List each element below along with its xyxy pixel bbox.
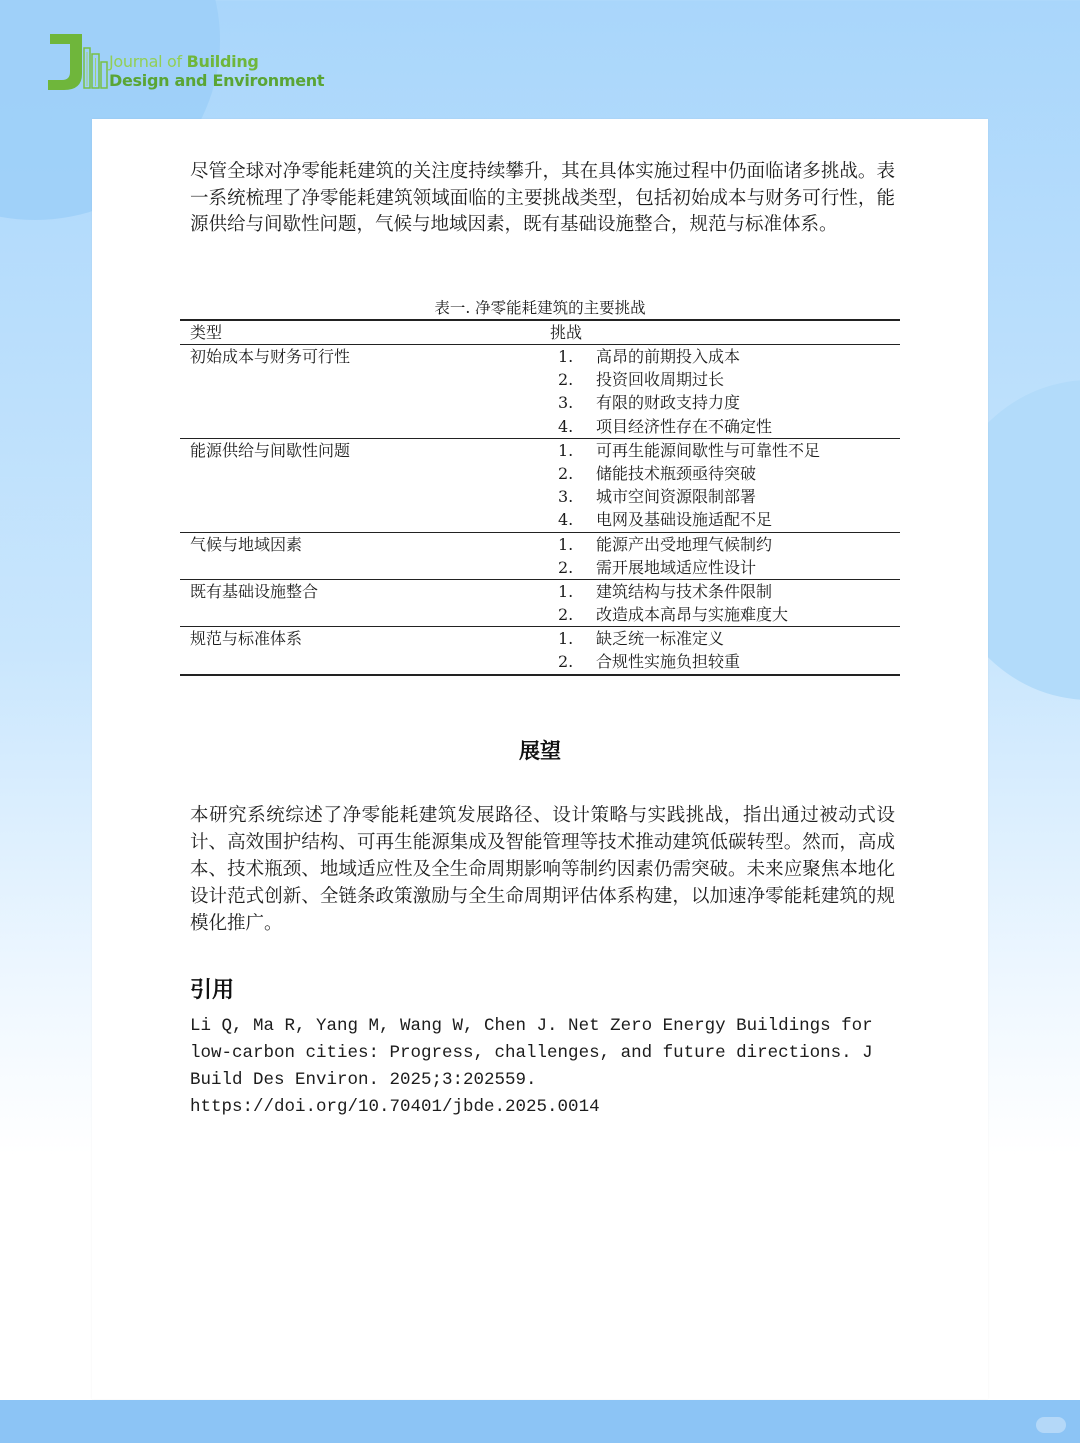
journal-name-line1: Journal of Building xyxy=(109,52,259,71)
challenge-item xyxy=(550,391,900,414)
category-cell: 规范与标准体系 xyxy=(190,629,303,649)
challenge-text: 投资回收周期过长 xyxy=(596,370,725,390)
challenge-item xyxy=(550,603,900,626)
category-cell: 初始成本与财务可行性 xyxy=(190,347,351,366)
challenge-text: 电网及基础设施适配不足 xyxy=(596,510,773,530)
challenge-text: 储能技术瓶颈亟待突破 xyxy=(596,463,757,483)
journal-logo xyxy=(42,30,362,94)
table-row xyxy=(180,532,900,579)
challenge-cell xyxy=(550,345,900,439)
challenge-number: 1. xyxy=(558,440,574,460)
challenge-number: 3. xyxy=(558,487,574,507)
challenge-text: 项目经济性存在不确定性 xyxy=(596,416,773,436)
challenge-text: 缺乏统一标准定义 xyxy=(596,629,725,649)
challenge-number: 2. xyxy=(558,557,574,577)
challenge-number: 2. xyxy=(558,652,574,672)
challenge-number: 1. xyxy=(558,581,574,601)
outlook-paragraph: 本研究系统综述了净零能耗建筑发展路径、设计策略与实践挑战，指出通过被动式设计、高效围护结构、可再生能源集成及智能管理等技术推动建筑低碳转型。然而，高成本、技术瓶颈、地域适应性及全生命周期影响等制约因素仍需突破。未来应聚焦本地化设计范式创新、全链条政策激励与全生命周期评估体系构建，以加速净零能耗建筑的规模化推广。 xyxy=(190,805,895,934)
table-caption: 表一. 净零能耗建筑的主要挑战 xyxy=(434,299,646,317)
challenge-text: 城市空间资源限制部署 xyxy=(596,487,757,507)
table-row xyxy=(180,345,900,439)
challenges-table xyxy=(180,319,900,676)
challenge-number: 1. xyxy=(558,347,574,366)
challenge-item xyxy=(550,462,900,485)
challenge-number: 4. xyxy=(558,416,574,436)
intro-paragraph: 尽管全球对净零能耗建筑的关注度持续攀升，其在具体实施过程中仍面临诸多挑战。表一系统梳理了净零能耗建筑领域面临的主要挑战类型，包括初始成本与财务可行性，能源供给与间歇性问题，气候与地域因素，既有基础设施整合，规范与标准体系。 xyxy=(190,161,895,235)
challenge-item xyxy=(550,345,900,368)
challenge-number: 2. xyxy=(558,463,574,483)
challenge-item xyxy=(550,580,900,603)
challenge-text: 能源产出受地理气候制约 xyxy=(596,534,773,554)
challenge-text: 可再生能源间歇性与可靠性不足 xyxy=(596,440,821,460)
challenge-text: 高昂的前期投入成本 xyxy=(596,347,741,366)
challenge-number: 1. xyxy=(558,534,574,554)
challenge-item xyxy=(550,556,900,579)
bottom-bar xyxy=(0,1400,1080,1443)
table-row xyxy=(180,627,900,675)
table-row xyxy=(180,579,900,626)
challenge-item xyxy=(550,439,900,462)
watermark-badge xyxy=(1036,1417,1066,1433)
challenge-number: 2. xyxy=(558,605,574,625)
table-row xyxy=(180,438,900,532)
citation-heading: 引用 xyxy=(190,978,235,1003)
challenge-item xyxy=(550,368,900,391)
header-category: 类型 xyxy=(180,320,550,345)
category-cell: 能源供给与间歇性问题 xyxy=(190,440,351,460)
challenge-item xyxy=(550,627,900,650)
challenge-text: 改造成本高昂与实施难度大 xyxy=(596,605,789,625)
challenge-item xyxy=(550,533,900,556)
challenge-number: 3. xyxy=(558,393,574,413)
challenge-item xyxy=(550,485,900,508)
challenge-text: 需开展地域适应性设计 xyxy=(596,557,757,577)
category-cell: 气候与地域因素 xyxy=(190,534,303,554)
table-body xyxy=(180,345,900,675)
challenge-cell xyxy=(550,579,900,626)
paper-page xyxy=(92,119,988,1399)
table-header-row xyxy=(180,320,900,345)
challenge-cell xyxy=(550,532,900,579)
challenge-number: 1. xyxy=(558,629,574,649)
challenge-cell xyxy=(550,438,900,532)
challenge-cell xyxy=(550,627,900,675)
challenge-text: 合规性实施负担较重 xyxy=(596,652,741,672)
challenge-number: 2. xyxy=(558,370,574,390)
journal-logo-icon xyxy=(42,30,112,94)
challenge-text: 有限的财政支持力度 xyxy=(596,393,741,413)
header-challenge: 挑战 xyxy=(550,320,900,345)
challenge-number: 4. xyxy=(558,510,574,530)
journal-name-line2: Design and Environment xyxy=(109,71,325,90)
challenge-text: 建筑结构与技术条件限制 xyxy=(596,581,773,601)
outlook-heading: 展望 xyxy=(519,739,561,763)
challenge-item xyxy=(550,650,900,673)
citation-text: Li Q, Ma R, Yang M, Wang W, Chen J. Net Zero Energy Buildings for low-carbon cities: Progress, challenges, and future directions. J Build Des Environ. 2025;3:202559. https://doi.org/10.70401/jbde.2025.0014 xyxy=(190,1016,873,1117)
category-cell: 既有基础设施整合 xyxy=(190,581,319,601)
challenge-item xyxy=(550,415,900,438)
challenge-item xyxy=(550,508,900,531)
